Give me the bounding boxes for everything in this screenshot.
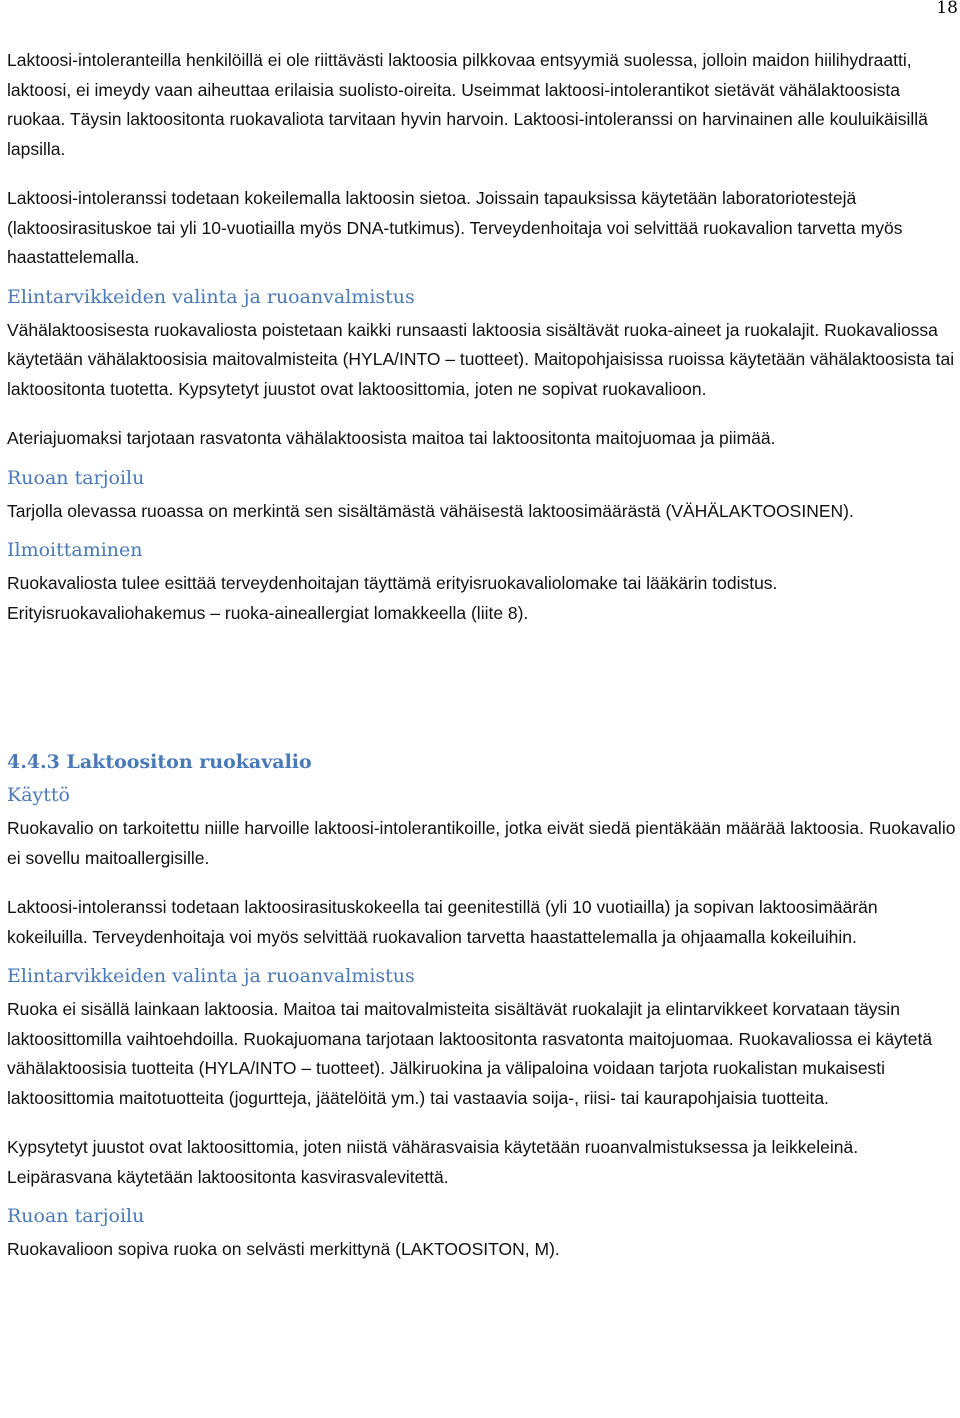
document-body	[7, 46, 957, 1275]
paragraph-cheeses: Kypsytetyt juustot ovat laktoosittomia, joten niistä vähärasvaisia käytetään ruoanvalmistuksessa ja leikkeleinä. Leipärasvana käytetään laktoositonta kasvirasvalevitettä.	[7, 1137, 859, 1187]
heading-food-selection: Elintarvikkeiden valinta ja ruoanvalmistus	[7, 285, 415, 308]
heading-serving: Ruoan tarjoilu	[7, 466, 145, 489]
page-number: 18	[936, 0, 958, 18]
paragraph-low-lactose-diet: Vähälaktoosisesta ruokavaliosta poistetaan kaikki runsaasti laktoosia sisältävät ruoka-aineet ja ruokalajit. Ruokavaliossa käytetään vähälaktoosisia maitovalmisteita (HYLA/INTO – tuotteet). Maitopohjaisissa ruoissa käytetään vähälaktoosista tai laktoositonta tuotetta. Kypsytetyt juustot ovat laktoosittomia, joten ne sopivat ruokavalioon.	[7, 319, 955, 399]
paragraph-serving-label-2: Ruokavalioon sopiva ruoka on selvästi merkittynä (LAKTOOSITON, M).	[7, 1239, 560, 1259]
heading-usage: Käyttö	[7, 784, 70, 806]
heading-serving-2: Ruoan tarjoilu	[7, 1205, 145, 1227]
paragraph-diagnosis: Laktoosi-intoleranssi todetaan kokeilemalla laktoosin sietoa. Joissain tapauksissa käytetään laboratoriotestejä (laktoosirasituskoe tai yli 10-vuotiailla myös DNA-tutkimus). Terveydenhoitaja voi selvittää ruokavalion tarvetta myös haastattelemalla.	[7, 188, 903, 267]
paragraph-serving-label: Tarjolla olevassa ruoassa on merkintä sen sisältämästä vähäisestä laktoosimäärästä (VÄHÄLAKTOOSINEN).	[7, 500, 854, 521]
heading-food-selection-2: Elintarvikkeiden valinta ja ruoanvalmistus	[7, 965, 415, 987]
section-heading-lactose-free-diet: 4.4.3 Laktoositon ruokavalio	[7, 751, 312, 773]
section-spacer	[7, 648, 957, 748]
paragraph-usage: Ruokavalio on tarkoitettu niille harvoille laktoosi-intolerantikoille, jotka eivät siedä pientäkään määrää laktoosia. Ruokavalio ei sovellu maitoallergisille.	[7, 818, 956, 868]
paragraph-notification: Ruokavaliosta tulee esittää terveydenhoitajan täyttämä erityisruokavaliolomake tai lääkärin todistus. Erityisruokavaliohakemus – ruoka-aineallergiat lomakkeella (liite 8).	[7, 573, 778, 623]
paragraph-intolerance-intro: Laktoosi-intoleranteilla henkilöillä ei ole riittävästi laktoosia pilkkovaa entsyymiä suolessa, jolloin maidon hiilihydraatti, laktoosi, ei imeydy vaan aiheuttaa erilaisia suolisto-oireita. Useimmat laktoosi-intolerantikot sietävät vähälaktoosista ruokaa. Täysin laktoositonta ruokavaliota tarvitaan hyvin harvoin. Laktoosi-intoleranssi on harvinainen alle kouluikäisillä lapsilla.	[7, 50, 928, 159]
paragraph-lactose-free-foods: Ruoka ei sisällä lainkaan laktoosia. Maitoa tai maitovalmisteita sisältävät ruokalajit ja elintarvikkeet korvataan täysin laktoosittomilla vaihtoehdoilla. Ruokajuomana tarjotaan laktoositonta rasvatonta maitojuomaa. Ruokavaliossa ei käytetä vähälaktoosisia tuotteita (HYLA/INTO – tuotteet). Jälkiruokina ja välipaloina voidaan tarjota ruokalistan mukaisesti laktoosittomia maitotuotteita (jogurtteja, jäätelöitä ym.) tai vastaavia soija-, riisi- tai kaurapohjaisia tuotteita.	[7, 999, 933, 1108]
paragraph-lactose-testing: Laktoosi-intoleranssi todetaan laktoosirasituskokeella tai geenitestillä (yli 10 vuotiailla) ja sopivan laktoosimäärän kokeiluilla. Terveydenhoitaja voi myös selvittää ruokavalion tarvetta haastattelemalla ja ohjaamalla kokeiluihin.	[7, 897, 878, 947]
paragraph-meal-drink: Ateriajuomaksi tarjotaan rasvatonta vähälaktoosista maitoa tai laktoositonta maitojuomaa ja piimää.	[7, 428, 776, 448]
heading-notification: Ilmoittaminen	[7, 539, 143, 561]
